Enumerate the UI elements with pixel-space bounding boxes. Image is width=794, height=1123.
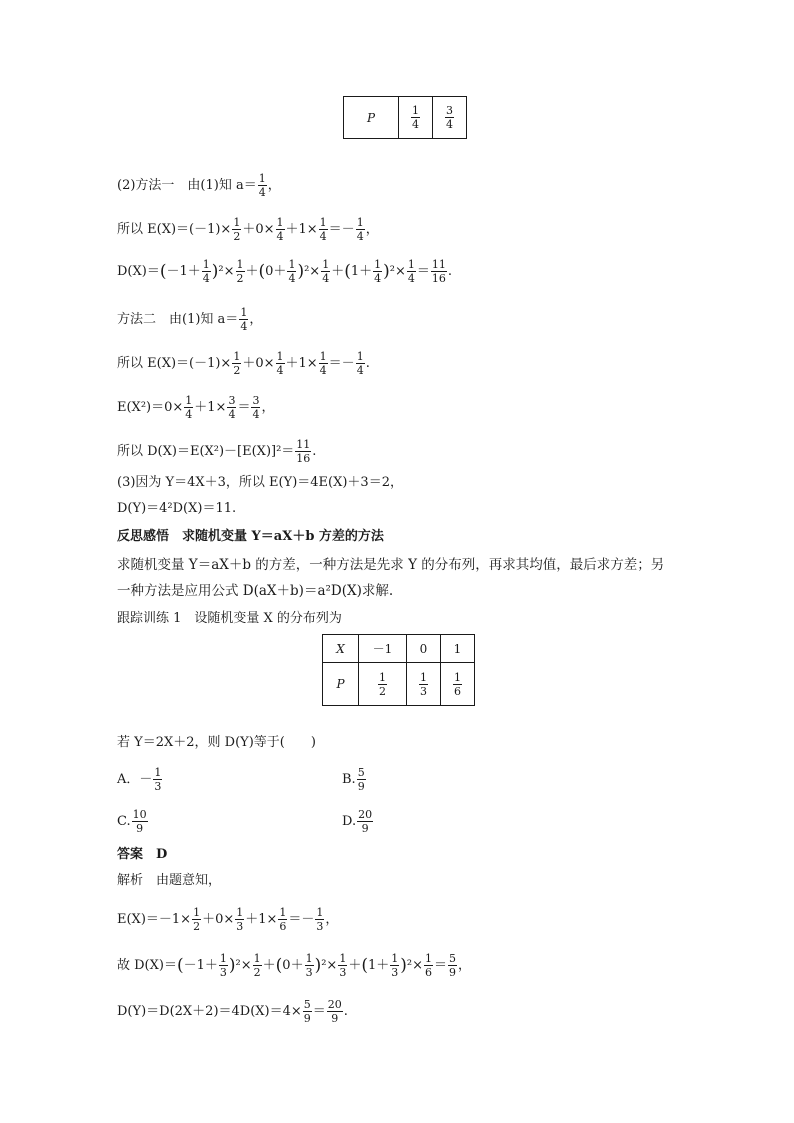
analysis-variance: 故 D(X)＝(－1＋ $\frac{1}{3}$ )²× $\frac{1}{2}$ ＋(0＋ $\frac{1}{3}$ )²× $\frac{1}{3}$ ＋(1＋ $\frac{1}{3}$ )²× $\frac{1}{6}$ ＝ $\frac{5}{9}$ ， [117,952,472,979]
option-c: C. $\frac{10}{9}$ [117,808,147,835]
exercise-question: 若 Y＝2X＋2，则 D(Y)等于( ) [117,735,316,750]
option-d: D. $\frac{20}{9}$ [342,808,373,835]
option-b: B. $\frac{5}{9}$ [342,766,365,793]
table-cell: $\frac{1}{2}$ [359,663,407,706]
table-cell: $\frac{3}{4}$ [433,97,467,139]
expectation-line-2: 所以 E(X)＝(－1)× $\frac{1}{2}$ ＋0× $\frac{1}{4}$ ＋1× $\frac{1}{4}$ ＝－ $\frac{1}{4}$ . [117,350,370,377]
analysis-heading: 解析 由题意知， [117,873,222,888]
answer-line: 答案 D [117,847,168,862]
exercise-title: 跟踪训练 1 设随机变量 X 的分布列为 [117,611,342,626]
second-moment-line: E(X²)＝0× $\frac{1}{4}$ ＋1× $\frac{3}{4}$ ＝ $\frac{3}{4}$ ， [117,394,275,421]
probability-table-top [343,96,467,139]
table-cell: 0 [407,635,441,663]
reflection-body-1: 求随机变量 Y＝aX＋b 的方差，一种方法是先求 Y 的分布列，再求其均值，最后求方差；另 [117,557,665,573]
table-header-x: X [323,635,359,663]
analysis-dy: D(Y)＝D(2X＋2)＝4D(X)＝4× $\frac{5}{9}$ ＝ $\frac{20}{9}$ . [117,998,348,1025]
part3-line1: (3)因为 Y＝4X＋3，所以 E(Y)＝4E(X)＋3＝2， [117,475,403,490]
table-header-p: P [323,663,359,706]
reflection-title: 反思感悟 求随机变量 Y＝aX＋b 方差的方法 [117,529,384,544]
exercise-distribution-table [322,634,475,706]
table-row-label: P [344,97,399,139]
part3-line2: D(Y)＝4²D(X)＝11. [117,501,237,516]
table-cell: $\frac{1}{3}$ [407,663,441,706]
table-cell: －1 [359,635,407,663]
reflection-body-2: 一种方法是应用公式 D(aX＋b)＝a²D(X)求解. [117,583,394,599]
table-cell: $\frac{1}{6}$ [441,663,475,706]
method-two-heading: 方法二 由(1)知 a＝ $\frac{1}{4}$ ， [117,306,263,333]
method-one-heading: (2)方法一 由(1)知 a＝ $\frac{1}{4}$ ， [117,172,281,199]
table-cell: $\frac{1}{4}$ [399,97,433,139]
analysis-expectation: E(X)＝－1× $\frac{1}{2}$ ＋0× $\frac{1}{3}$ ＋1× $\frac{1}{6}$ ＝－ $\frac{1}{3}$ ， [117,906,339,933]
variance-line-2: 所以 D(X)＝E(X²)－[E(X)]²＝ $\frac{11}{16}$ . [117,438,317,465]
table-cell: 1 [441,635,475,663]
variance-line: D(X)＝(－1＋ $\frac{1}{4}$ )²× $\frac{1}{2}$ ＋(0＋ $\frac{1}{4}$ )²× $\frac{1}{4}$ ＋(1＋ $\frac{1}{4}$ )²× $\frac{1}{4}$ ＝ $\frac{11}{16}$ . [117,258,453,285]
expectation-line: 所以 E(X)＝(－1)× $\frac{1}{2}$ ＋0× $\frac{1}{4}$ ＋1× $\frac{1}{4}$ ＝－ $\frac{1}{4}$ ， [117,216,379,243]
option-a: A．－ $\frac{1}{3}$ [117,766,162,793]
